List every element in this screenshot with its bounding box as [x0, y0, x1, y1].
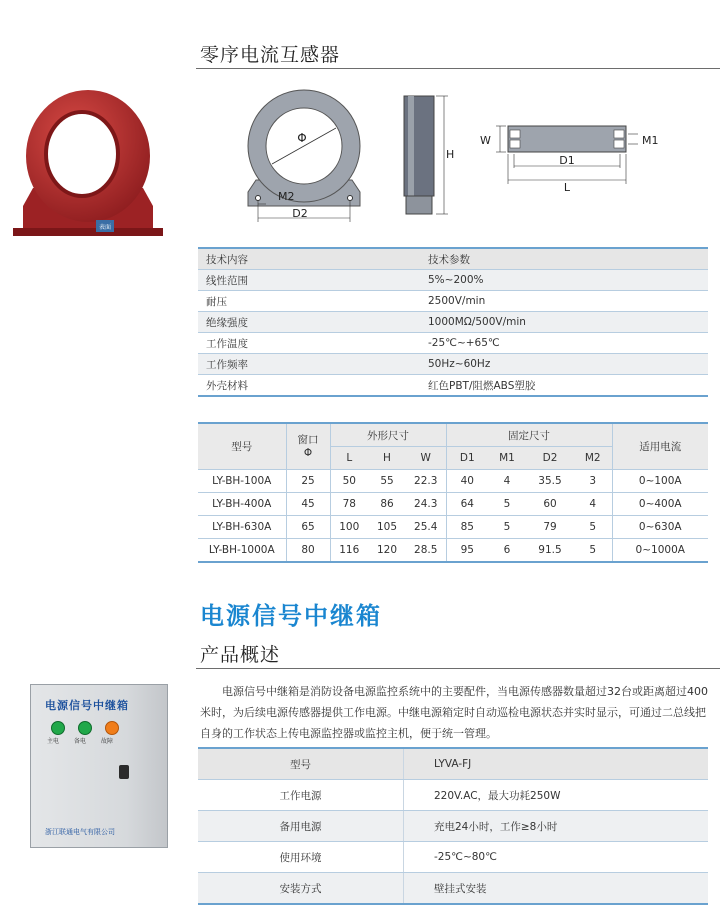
- table-row: [198, 539, 708, 563]
- cell-window: 80: [286, 539, 330, 563]
- spec-label: 工作温度: [198, 333, 398, 354]
- spec-value: 壁挂式安装: [404, 873, 709, 905]
- header-current: 适用电流: [612, 423, 708, 470]
- cell-model: LY-BH-100A: [198, 470, 286, 493]
- table-row: [198, 493, 708, 516]
- table-row: [198, 748, 708, 780]
- subheader-d2: D2: [526, 447, 574, 470]
- cell-w: 24.3: [406, 493, 446, 516]
- cell-d1: 64: [446, 493, 488, 516]
- cell-h: 86: [368, 493, 406, 516]
- label-d1: D1: [559, 154, 575, 167]
- ct-heading-rule: [196, 68, 720, 69]
- subheader-h: H: [368, 447, 406, 470]
- cell-current: 0~100A: [612, 470, 708, 493]
- light-main-icon: [51, 721, 65, 735]
- cell-m1: 5: [488, 493, 526, 516]
- spec-value: 50Hz~60Hz: [398, 354, 708, 375]
- table-header-row: [198, 423, 708, 447]
- relay-subheading: 产品概述: [200, 644, 281, 666]
- spec-header-param: 技术参数: [398, 248, 708, 270]
- cell-window: 25: [286, 470, 330, 493]
- spec-label: 型号: [198, 748, 404, 780]
- light-fault-icon: [105, 721, 119, 735]
- cell-model: LY-BH-1000A: [198, 539, 286, 563]
- cell-m1: 5: [488, 516, 526, 539]
- lock-handle-icon: [119, 765, 129, 779]
- table-row: [198, 354, 708, 375]
- cell-h: 55: [368, 470, 406, 493]
- spec-value: 充电24小时，工作≥8小时: [404, 811, 709, 842]
- ct-heading: 零序电流互感器: [200, 44, 341, 66]
- cell-model: LY-BH-400A: [198, 493, 286, 516]
- cell-d2: 79: [526, 516, 574, 539]
- table-row: [198, 333, 708, 354]
- ct-model-table: [198, 422, 708, 563]
- cell-w: 28.5: [406, 539, 446, 563]
- spec-label: 使用环境: [198, 842, 404, 873]
- cell-d1: 40: [446, 470, 488, 493]
- cell-m1: 4: [488, 470, 526, 493]
- light-backup-icon: [78, 721, 92, 735]
- cell-m2: 3: [574, 470, 612, 493]
- label-phi: Φ: [297, 131, 307, 145]
- ct-product-image: [8, 78, 168, 248]
- table-row: [198, 516, 708, 539]
- subheader-m2: M2: [574, 447, 612, 470]
- cell-current: 0~630A: [612, 516, 708, 539]
- spec-label: 安装方式: [198, 873, 404, 905]
- ct-product-label: 表面: [98, 224, 112, 231]
- cell-l: 116: [330, 539, 368, 563]
- box-maker: 浙江联通电气有限公司: [45, 828, 115, 836]
- cell-w: 22.3: [406, 470, 446, 493]
- cell-current: 0~1000A: [612, 539, 708, 563]
- table-row: [198, 780, 708, 811]
- label-d2: D2: [292, 207, 308, 220]
- cell-model: LY-BH-630A: [198, 516, 286, 539]
- subheader-w: W: [406, 447, 446, 470]
- cell-m1: 6: [488, 539, 526, 563]
- subheader-d1: D1: [446, 447, 488, 470]
- ct-spec-table: [198, 247, 708, 397]
- spec-value: 2500V/min: [398, 291, 708, 312]
- cell-window: 65: [286, 516, 330, 539]
- light-main-label: 主电: [47, 738, 60, 745]
- label-m2: M2: [278, 190, 295, 203]
- table-row: [198, 470, 708, 493]
- spec-value: 220V.AC，最大功耗250W: [404, 780, 709, 811]
- header-outer-size: 外形尺寸: [330, 423, 446, 447]
- header-fix-size: 固定尺寸: [446, 423, 612, 447]
- header-model: 型号: [198, 423, 286, 470]
- cell-current: 0~400A: [612, 493, 708, 516]
- cell-d2: 91.5: [526, 539, 574, 563]
- spec-label: 耐压: [198, 291, 398, 312]
- cell-h: 120: [368, 539, 406, 563]
- spec-value: -25℃~+65℃: [398, 333, 708, 354]
- cell-l: 50: [330, 470, 368, 493]
- spec-header-content: 技术内容: [198, 248, 398, 270]
- cell-d1: 95: [446, 539, 488, 563]
- cell-h: 105: [368, 516, 406, 539]
- relay-description: 电源信号中继箱是消防设备电源监控系统中的主要配件，当电源传感器数量超过32台或距离超过400米时，为后续电源传感器提供工作电源。中继电源箱定时自动巡检电源状态并实时显示，可通过二总线把自身的工作状态上传电源监控器或监控主机，便于统一管理。: [200, 685, 708, 740]
- label-l: L: [563, 181, 571, 192]
- cell-window: 45: [286, 493, 330, 516]
- spec-label: 线性范围: [198, 270, 398, 291]
- table-row: [198, 842, 708, 873]
- cell-d2: 35.5: [526, 470, 574, 493]
- cell-d1: 85: [446, 516, 488, 539]
- ct-side-view-diagram: [396, 92, 466, 220]
- label-w: W: [480, 134, 491, 147]
- spec-value: 红色PBT/阻燃ABS塑胶: [398, 375, 708, 397]
- subheader-m1: M1: [488, 447, 526, 470]
- header-window: 窗口Φ: [286, 423, 330, 470]
- relay-title: 电源信号中继箱: [200, 602, 382, 630]
- relay-heading-rule: [196, 668, 720, 669]
- spec-value: 1000MΩ/500V/min: [398, 312, 708, 333]
- table-row: [198, 312, 708, 333]
- cell-d2: 60: [526, 493, 574, 516]
- table-row: [198, 291, 708, 312]
- light-backup-label: 备电: [74, 738, 87, 745]
- spec-label: 绝缘强度: [198, 312, 398, 333]
- label-m1: M1: [642, 134, 659, 147]
- box-title: 电源信号中继箱: [45, 699, 129, 712]
- table-row: [198, 811, 708, 842]
- cell-l: 100: [330, 516, 368, 539]
- cell-m2: 4: [574, 493, 612, 516]
- cell-l: 78: [330, 493, 368, 516]
- cell-m2: 5: [574, 539, 612, 563]
- table-row: [198, 375, 708, 397]
- relay-box-image: [30, 684, 168, 848]
- spec-label: 工作电源: [198, 780, 404, 811]
- spec-label: 备用电源: [198, 811, 404, 842]
- spec-value: LYVA-FJ: [404, 748, 709, 780]
- spec-label: 工作频率: [198, 354, 398, 375]
- cell-w: 25.4: [406, 516, 446, 539]
- ct-top-view-diagram: [476, 120, 676, 192]
- relay-spec-table: [198, 747, 708, 905]
- subheader-l: L: [330, 447, 368, 470]
- cell-m2: 5: [574, 516, 612, 539]
- table-row: [198, 270, 708, 291]
- label-h: H: [446, 148, 455, 161]
- light-fault-label: 故障: [101, 738, 114, 745]
- spec-value: -25℃~80℃: [404, 842, 709, 873]
- spec-label: 外壳材料: [198, 375, 398, 397]
- spec-value: 5%~200%: [398, 270, 708, 291]
- ct-front-view-diagram: [238, 88, 378, 228]
- table-row: [198, 873, 708, 905]
- table-row: [198, 248, 708, 270]
